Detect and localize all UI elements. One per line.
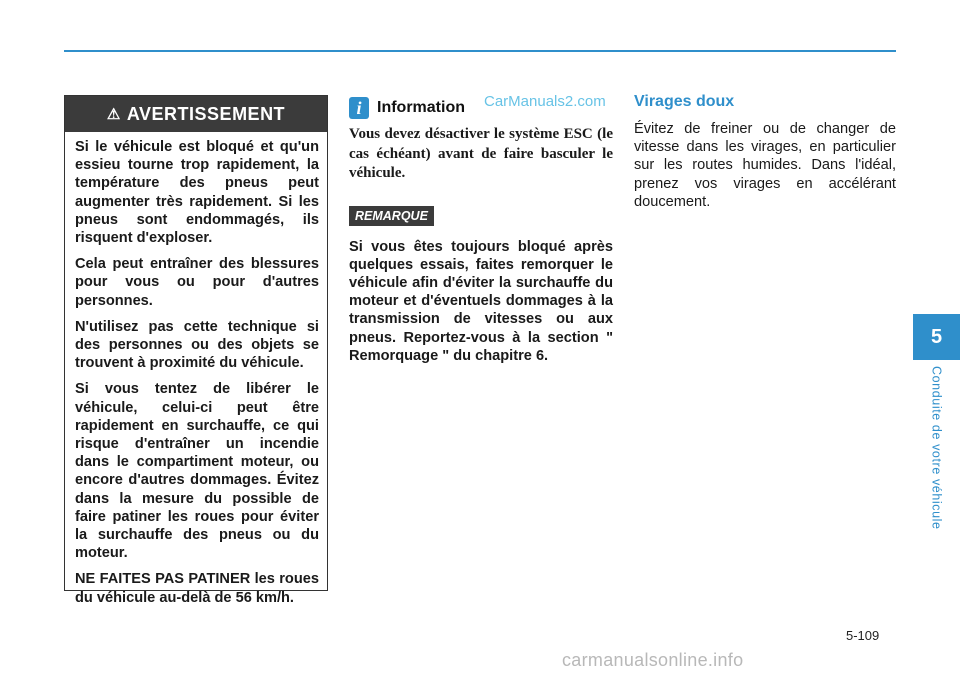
chapter-title-label: Conduite de votre véhicule [929, 366, 944, 530]
virages-title: Virages doux [634, 93, 735, 110]
chapter-title [913, 366, 960, 546]
warning-box [64, 95, 328, 606]
warning-paragraph: N'utilisez pas cette technique si des personnes ou des objets se trouvent à proximité du véhicule. [75, 318, 319, 372]
information-column [349, 95, 613, 365]
information-title: Information [377, 99, 465, 116]
virages-column [634, 93, 896, 211]
warning-header [65, 96, 327, 132]
chapter-tab[interactable] [913, 314, 960, 360]
remark-badge: REMARQUE [349, 206, 434, 226]
warning-header-label: AVERTISSEMENT [126, 103, 286, 124]
chapter-number: 5 [930, 325, 943, 348]
page-number: 5-109 [846, 628, 880, 643]
warning-paragraph: Si le véhicule est bloqué et qu'un essieu tourne trop rapidement, la température des pneus peut augmenter très rapidement. Si les pneus sont endommagés, ils risquent d'exploser. [75, 139, 319, 247]
information-text: Vous devez désactiver le système ESC (le cas échéant) avant de faire basculer le véhicule. [349, 126, 613, 181]
warning-paragraph: Si vous tentez de libérer le véhicule, celui-ci peut être rapidement en surchauffe, ce qui risque d'entraîner un incendie dans le compartiment moteur, ou encore d'autres dommages. Évitez dans la mesure du possible de faire patiner les roues pour éviter la surchauffe des pneus ou du moteur. [75, 381, 319, 562]
virages-text: Évitez de freiner ou de changer de vitesse dans les virages, en particulier sur les routes humides. Dans l'idéal, prenez vos virages en accélérant doucement. [634, 121, 896, 210]
watermark-link[interactable]: CarManuals2.com [484, 93, 606, 110]
top-rule [64, 50, 896, 52]
remark-text: Si vous êtes toujours bloqué après quelques essais, faites remorquer le véhicule afin d'éviter la surchauffe du moteur et d'éventuels dommages à la transmission de vitesses ou aux pneus. Reportez-vous à la section " Remorquage " du chapitre 6. [349, 238, 613, 364]
warning-paragraph: Cela peut entraîner des blessures pour vous ou pour d'autres personnes. [75, 256, 319, 309]
warning-paragraph: NE FAITES PAS PATINER les roues du véhicule au-delà de 56 km/h. [75, 571, 319, 606]
warning-triangle-icon: ⚠ [106, 105, 121, 123]
info-icon: i [349, 97, 369, 119]
information-heading [349, 95, 613, 121]
warning-body [65, 132, 327, 607]
footer-watermark[interactable]: carmanualsonline.info [562, 650, 744, 670]
